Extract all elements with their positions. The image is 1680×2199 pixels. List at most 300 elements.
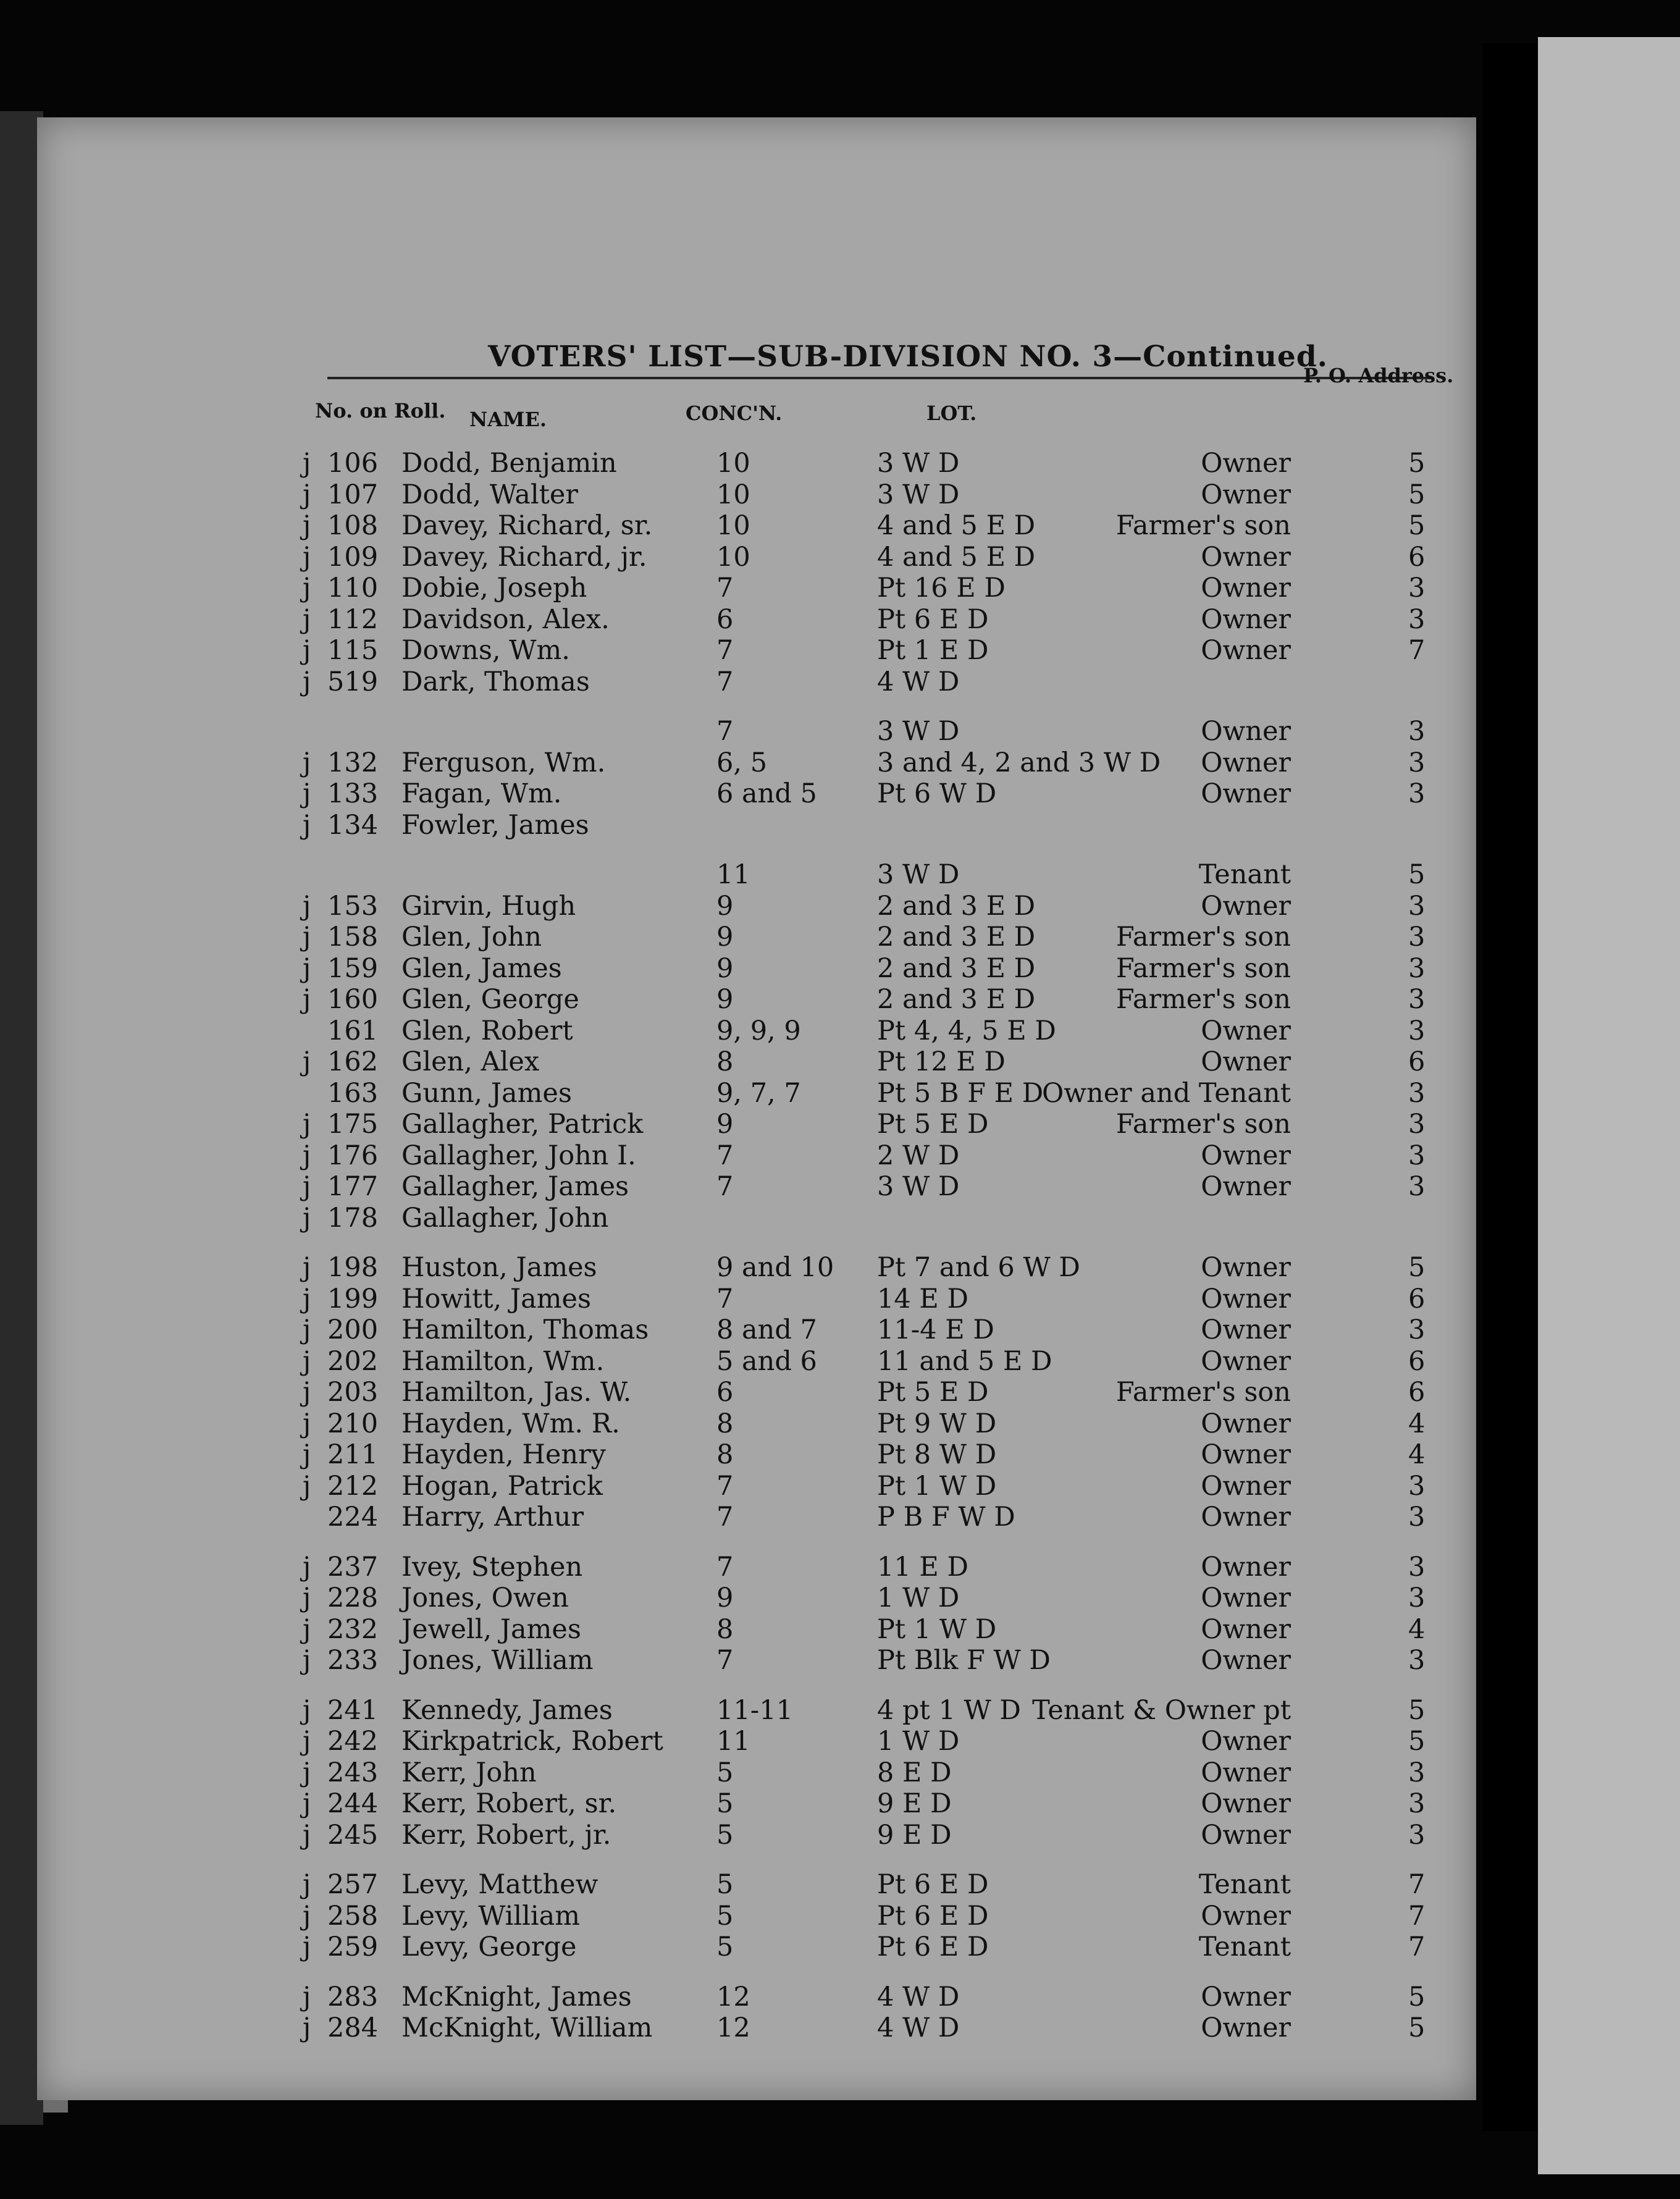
cell-status: Farmer's son: [1115, 922, 1291, 952]
cell-name: Hayden, Henry: [401, 1439, 606, 1470]
cell-lot: 9 E D: [877, 1788, 952, 1819]
cell-j: j: [303, 1470, 311, 1502]
cell-j: j: [303, 1377, 311, 1408]
cell-name: Davey, Richard, jr.: [401, 541, 647, 573]
cell-lot: Pt 5 E D: [877, 1109, 989, 1140]
cell-j: j: [303, 1819, 311, 1851]
cell-conc: 5: [716, 1869, 734, 1900]
cell-j: j: [303, 603, 311, 635]
table-row: [37, 1726, 1476, 1757]
cell-po: 6: [1408, 1377, 1426, 1408]
cell-j: j: [303, 890, 311, 922]
cell-no: 199: [327, 1283, 379, 1314]
table-row: [37, 922, 1476, 952]
cell-no: 159: [327, 952, 379, 984]
cell-no: 242: [327, 1726, 379, 1757]
cell-name: Hamilton, Wm.: [401, 1345, 605, 1377]
cell-conc: 10: [716, 541, 750, 573]
cell-name: Harry, Arthur: [401, 1502, 584, 1533]
cell-po: 3: [1408, 778, 1426, 809]
cell-no: 212: [327, 1470, 379, 1502]
cell-j: j: [303, 922, 311, 952]
cell-lot: 1 W D: [877, 1583, 960, 1613]
cell-no: 161: [327, 1015, 379, 1046]
cell-lot: 11 E D: [877, 1551, 968, 1583]
cell-lot: Pt 6 E D: [877, 1932, 989, 1962]
table-row: [37, 747, 1476, 778]
cell-po: 5: [1408, 859, 1426, 890]
cell-j: j: [303, 1202, 311, 1234]
cell-conc: 7: [716, 666, 734, 697]
cell-name: Fagan, Wm.: [401, 778, 562, 809]
cell-conc: 10: [716, 510, 750, 541]
cell-no: 163: [327, 1077, 379, 1109]
cell-conc: 9: [716, 952, 734, 984]
cell-name: Jones, Owen: [401, 1583, 569, 1613]
cell-conc: 8: [716, 1046, 734, 1077]
cell-conc: 7: [716, 1551, 734, 1583]
cell-j: j: [303, 2012, 311, 2043]
table-row: [37, 1046, 1476, 1077]
cell-conc: 9: [716, 1109, 734, 1140]
cell-po: 3: [1408, 890, 1426, 922]
cell-lot: Pt 1 W D: [877, 1613, 997, 1645]
cell-po: 5: [1408, 2012, 1426, 2043]
table-row: [37, 1408, 1476, 1439]
cell-conc: 12: [716, 2012, 750, 2043]
cell-status: Owner: [1201, 1345, 1291, 1377]
cell-no: 232: [327, 1613, 379, 1645]
cell-po: 3: [1408, 716, 1426, 747]
cell-status: Owner: [1201, 716, 1291, 747]
cell-po: 3: [1408, 603, 1426, 635]
cell-po: 4: [1408, 1613, 1426, 1645]
cell-conc: 5: [716, 1788, 734, 1819]
cell-status: Owner: [1201, 890, 1291, 922]
header-lot: LOT.: [926, 402, 977, 425]
cell-conc: 8 and 7: [716, 1314, 817, 1345]
cell-po: 3: [1408, 1551, 1426, 1583]
cell-no: 160: [327, 984, 379, 1015]
cell-status: Tenant: [1198, 1932, 1291, 1962]
cell-po: 5: [1408, 479, 1426, 510]
cell-po: 3: [1408, 1645, 1426, 1676]
cell-no: 162: [327, 1046, 379, 1077]
cell-status: Owner: [1201, 1551, 1291, 1583]
cell-lot: 4 W D: [877, 2012, 960, 2043]
cell-j: j: [303, 1345, 311, 1377]
table-row: [37, 810, 1476, 841]
cell-po: 4: [1408, 1408, 1426, 1439]
cell-po: 3: [1408, 1314, 1426, 1345]
cell-status: Owner: [1201, 1408, 1291, 1439]
cell-name: Huston, James: [401, 1252, 597, 1283]
cell-po: 7: [1408, 635, 1426, 666]
cell-lot: Pt 6 E D: [877, 603, 989, 635]
cell-j: j: [303, 1613, 311, 1645]
cell-no: 132: [327, 747, 379, 778]
cell-status: Owner: [1201, 1726, 1291, 1757]
cell-name: Hamilton, Jas. W.: [401, 1377, 632, 1408]
table-row: [37, 1932, 1476, 1962]
cell-conc: 9, 9, 9: [716, 1015, 801, 1046]
cell-j: j: [303, 1408, 311, 1439]
facing-page-strip: [1538, 37, 1680, 2174]
table-row: [37, 1645, 1476, 1676]
table-row: [37, 859, 1476, 890]
cell-no: 202: [327, 1345, 379, 1377]
cell-no: 519: [327, 666, 379, 697]
cell-conc: 12: [716, 1981, 750, 2012]
cell-lot: 3 and 4, 2 and 3 W D: [877, 747, 1161, 778]
cell-lot: 4 and 5 E D: [877, 541, 1036, 573]
cell-no: 198: [327, 1252, 379, 1283]
cell-status: Owner: [1201, 1283, 1291, 1314]
cell-conc: 8: [716, 1613, 734, 1645]
cell-conc: 8: [716, 1408, 734, 1439]
cell-name: Glen, George: [401, 984, 579, 1015]
cell-j: j: [303, 1551, 311, 1583]
table-row: [37, 1869, 1476, 1900]
table-row: [37, 1757, 1476, 1788]
cell-name: McKnight, William: [401, 2012, 653, 2043]
cell-lot: Pt 9 W D: [877, 1408, 997, 1439]
table-row: [37, 984, 1476, 1015]
cell-conc: 11-11: [716, 1694, 793, 1726]
cell-j: j: [303, 1314, 311, 1345]
cell-conc: 7: [716, 716, 734, 747]
cell-po: 5: [1408, 510, 1426, 541]
table-row: [37, 1171, 1476, 1202]
page-title: VOTERS' LIST—SUB-DIVISION NO. 3—Continued.: [488, 340, 1329, 374]
cell-po: 7: [1408, 1900, 1426, 1932]
cell-name: Gallagher, Patrick: [401, 1109, 644, 1140]
cell-po: 3: [1408, 1583, 1426, 1613]
cell-j: j: [303, 1932, 311, 1962]
cell-j: j: [303, 1046, 311, 1077]
cell-po: 7: [1408, 1932, 1426, 1962]
cell-status: Tenant & Owner pt: [1032, 1694, 1291, 1726]
cell-conc: 7: [716, 1171, 734, 1202]
cell-no: 203: [327, 1377, 379, 1408]
cell-j: j: [303, 1788, 311, 1819]
cell-conc: 6: [716, 603, 734, 635]
cell-name: Fowler, James: [401, 809, 589, 841]
cell-po: 3: [1408, 1015, 1426, 1046]
cell-conc: 10: [716, 479, 750, 510]
cell-name: Glen, John: [401, 922, 542, 952]
cell-status: Owner: [1201, 1470, 1291, 1502]
cell-lot: Pt 7 and 6 W D: [877, 1252, 1080, 1283]
cell-name: Hamilton, Thomas: [401, 1314, 649, 1345]
cell-name: Dodd, Benjamin: [401, 448, 617, 479]
cell-no: 257: [327, 1869, 379, 1900]
cell-lot: Pt 6 E D: [877, 1869, 989, 1900]
cell-po: 5: [1408, 1981, 1426, 2012]
cell-j: j: [303, 809, 311, 841]
cell-po: 6: [1408, 1345, 1426, 1377]
cell-conc: 7: [716, 1140, 734, 1171]
cell-conc: 11: [716, 859, 750, 890]
table-row: [37, 891, 1476, 922]
cell-no: 112: [327, 603, 379, 635]
cell-conc: 5: [716, 1900, 734, 1932]
cell-name: Levy, George: [401, 1932, 577, 1962]
cell-po: 3: [1408, 952, 1426, 984]
cell-status: Owner: [1201, 778, 1291, 809]
cell-po: 5: [1408, 1252, 1426, 1283]
table-row: [37, 1284, 1476, 1314]
table-row: [37, 1471, 1476, 1502]
cell-conc: 10: [716, 448, 750, 479]
cell-lot: Pt 6 W D: [877, 778, 997, 809]
cell-no: 284: [327, 2012, 379, 2043]
cell-j: j: [303, 666, 311, 697]
table-row: [37, 510, 1476, 541]
cell-name: Glen, Robert: [401, 1015, 573, 1046]
cell-lot: Pt Blk F W D: [877, 1645, 1051, 1676]
header-conc: CONC'N.: [686, 402, 783, 425]
cell-conc: 7: [716, 1502, 734, 1533]
cell-status: Owner: [1201, 1171, 1291, 1202]
cell-name: Hogan, Patrick: [401, 1470, 603, 1502]
cell-j: j: [303, 747, 311, 778]
cell-lot: Pt 6 E D: [877, 1900, 989, 1932]
cell-status: Tenant: [1198, 1869, 1291, 1900]
cell-no: 200: [327, 1314, 379, 1345]
cell-lot: 2 and 3 E D: [877, 890, 1036, 922]
cell-lot: 3 W D: [877, 448, 960, 479]
cell-no: 106: [327, 448, 379, 479]
cell-no: 107: [327, 479, 379, 510]
table-row: [37, 635, 1476, 666]
table-row: [37, 778, 1476, 809]
cell-po: 6: [1408, 1283, 1426, 1314]
table-row: [37, 542, 1476, 573]
cell-conc: 5 and 6: [716, 1345, 817, 1377]
cell-no: 134: [327, 809, 379, 841]
cell-status: Owner: [1201, 1819, 1291, 1851]
cell-conc: 6, 5: [716, 747, 768, 778]
table-row: [37, 573, 1476, 603]
table-row: [37, 1583, 1476, 1613]
table-row: [37, 666, 1476, 697]
cell-status: Owner: [1201, 2012, 1291, 2043]
cell-j: j: [303, 1583, 311, 1613]
cell-name: Levy, Matthew: [401, 1869, 598, 1900]
cell-po: 5: [1408, 1726, 1426, 1757]
table-row: [37, 1252, 1476, 1283]
cell-lot: 4 and 5 E D: [877, 510, 1036, 541]
cell-lot: 1 W D: [877, 1726, 960, 1757]
cell-status: Owner: [1201, 541, 1291, 573]
cell-po: 3: [1408, 747, 1426, 778]
cell-status: Farmer's son: [1115, 1109, 1291, 1140]
table-row: [37, 448, 1476, 479]
cell-j: j: [303, 541, 311, 573]
table-row: [37, 1377, 1476, 1408]
cell-no: 283: [327, 1981, 379, 2012]
table-row: [37, 1109, 1476, 1140]
cell-name: Ferguson, Wm.: [401, 747, 606, 778]
header-rule: [327, 377, 1433, 379]
cell-status: Owner: [1201, 479, 1291, 510]
table-row: [37, 716, 1476, 747]
cell-j: j: [303, 1694, 311, 1726]
cell-conc: 6: [716, 1377, 734, 1408]
cell-name: Davey, Richard, sr.: [401, 510, 653, 541]
cell-status: Farmer's son: [1115, 952, 1291, 984]
cell-lot: 14 E D: [877, 1283, 968, 1314]
cell-no: 243: [327, 1757, 379, 1788]
cell-lot: 3 W D: [877, 1171, 960, 1202]
cell-name: Gunn, James: [401, 1077, 572, 1109]
cell-lot: 2 and 3 E D: [877, 952, 1036, 984]
table-row: [37, 2012, 1476, 2043]
cell-name: Girvin, Hugh: [401, 890, 576, 922]
cell-conc: 7: [716, 1645, 734, 1676]
table-row: [37, 1346, 1476, 1377]
cell-name: Glen, James: [401, 952, 562, 984]
cell-no: 258: [327, 1900, 379, 1932]
cell-po: 3: [1408, 1171, 1426, 1202]
cell-name: Levy, William: [401, 1900, 581, 1932]
header-name: NAME.: [469, 408, 547, 431]
cell-status: Farmer's son: [1115, 510, 1291, 541]
table-row: [37, 1140, 1476, 1171]
cell-no: 108: [327, 510, 379, 541]
cell-lot: 9 E D: [877, 1819, 952, 1851]
cell-conc: 9 and 10: [716, 1252, 834, 1283]
cell-lot: 3 W D: [877, 716, 960, 747]
table-row: [37, 1982, 1476, 2012]
cell-status: Owner: [1201, 573, 1291, 603]
cell-conc: 7: [716, 635, 734, 666]
table-row: [37, 1788, 1476, 1819]
cell-conc: 8: [716, 1439, 734, 1470]
cell-status: Owner: [1201, 635, 1291, 666]
cell-j: j: [303, 1109, 311, 1140]
cell-lot: 11 and 5 E D: [877, 1345, 1052, 1377]
cell-lot: 2 W D: [877, 1140, 960, 1171]
cell-no: 153: [327, 890, 379, 922]
table-row: [37, 604, 1476, 635]
cell-j: j: [303, 448, 311, 479]
cell-conc: 9, 7, 7: [716, 1077, 801, 1109]
cell-status: Owner: [1201, 1502, 1291, 1533]
cell-name: Jones, William: [401, 1645, 594, 1676]
cell-po: 3: [1408, 1757, 1426, 1788]
cell-no: 175: [327, 1109, 379, 1140]
cell-name: Jewell, James: [401, 1613, 581, 1645]
cell-status: Owner: [1201, 1439, 1291, 1470]
cell-status: Owner: [1201, 1314, 1291, 1345]
cell-status: Farmer's son: [1115, 1377, 1291, 1408]
cell-lot: Pt 16 E D: [877, 573, 1006, 603]
cell-no: 241: [327, 1694, 379, 1726]
cell-no: 245: [327, 1819, 379, 1851]
cell-status: Owner: [1201, 1583, 1291, 1613]
cell-no: 210: [327, 1408, 379, 1439]
cell-name: Kennedy, James: [401, 1694, 613, 1726]
cell-po: 3: [1408, 573, 1426, 603]
cell-name: Hayden, Wm. R.: [401, 1408, 620, 1439]
cell-name: Dobie, Joseph: [401, 573, 587, 603]
table-row: [37, 1901, 1476, 1932]
table-row: [37, 1078, 1476, 1109]
cell-lot: 3 W D: [877, 859, 960, 890]
page-gutter: [1482, 43, 1538, 2131]
voters-list-page: [37, 117, 1476, 2100]
cell-po: 3: [1408, 1470, 1426, 1502]
cell-no: 237: [327, 1551, 379, 1583]
cell-j: j: [303, 1757, 311, 1788]
cell-lot: 4 W D: [877, 1981, 960, 2012]
cell-j: j: [303, 479, 311, 510]
cell-po: 3: [1408, 1819, 1426, 1851]
cell-po: 4: [1408, 1439, 1426, 1470]
cell-no: 110: [327, 573, 379, 603]
cell-no: 228: [327, 1583, 379, 1613]
cell-no: 115: [327, 635, 379, 666]
cell-no: 224: [327, 1502, 379, 1533]
cell-j: j: [303, 778, 311, 809]
cell-lot: Pt 8 W D: [877, 1439, 997, 1470]
cell-name: Kerr, Robert, jr.: [401, 1819, 611, 1851]
cell-conc: 9: [716, 1583, 734, 1613]
cell-status: Tenant: [1198, 859, 1291, 890]
cell-no: 177: [327, 1171, 379, 1202]
cell-lot: Pt 5 B F E D: [877, 1077, 1044, 1109]
cell-j: j: [303, 510, 311, 541]
cell-name: Gallagher, John: [401, 1202, 609, 1234]
cell-j: j: [303, 1869, 311, 1900]
cell-no: 133: [327, 778, 379, 809]
cell-j: j: [303, 1283, 311, 1314]
table-row: [37, 1439, 1476, 1470]
cell-j: j: [303, 1439, 311, 1470]
cell-name: Dodd, Walter: [401, 479, 578, 510]
cell-name: Kirkpatrick, Robert: [401, 1726, 663, 1757]
cell-po: 3: [1408, 1109, 1426, 1140]
cell-lot: 11-4 E D: [877, 1314, 994, 1345]
cell-po: 3: [1408, 1502, 1426, 1533]
cell-lot: P B F W D: [877, 1502, 1015, 1533]
cell-po: 7: [1408, 1869, 1426, 1900]
table-row: [37, 1502, 1476, 1533]
cell-lot: 2 and 3 E D: [877, 984, 1036, 1015]
cell-name: Gallagher, James: [401, 1171, 629, 1202]
cell-j: j: [303, 1171, 311, 1202]
cell-po: 5: [1408, 1694, 1426, 1726]
cell-j: j: [303, 635, 311, 666]
cell-status: Owner and Tenant: [1041, 1077, 1291, 1109]
cell-j: j: [303, 984, 311, 1015]
table-row: [37, 1203, 1476, 1234]
cell-name: Howitt, James: [401, 1283, 592, 1314]
cell-status: Owner: [1201, 1645, 1291, 1676]
cell-j: j: [303, 952, 311, 984]
cell-po: 3: [1408, 984, 1426, 1015]
cell-po: 3: [1408, 1140, 1426, 1171]
cell-j: j: [303, 1726, 311, 1757]
cell-name: Glen, Alex: [401, 1046, 540, 1077]
cell-status: Owner: [1201, 1788, 1291, 1819]
cell-no: 233: [327, 1645, 379, 1676]
cell-status: Owner: [1201, 1981, 1291, 2012]
cell-po: 6: [1408, 1046, 1426, 1077]
table-row: [37, 1695, 1476, 1726]
